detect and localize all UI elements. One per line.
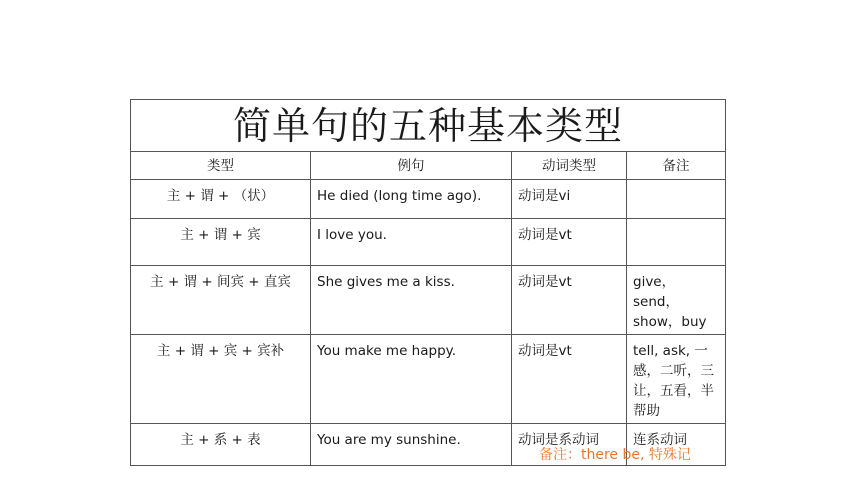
footnote: 备注：there be, 特殊记 xyxy=(539,447,691,463)
header-type: 类型 xyxy=(131,152,311,180)
table-row xyxy=(131,266,726,335)
cell-example: He died (long time ago). xyxy=(311,180,512,219)
cell-type: 主 + 谓 + （状） xyxy=(131,180,311,219)
cell-type: 主 + 谓 + 宾 + 宾补 xyxy=(131,335,311,424)
table-row xyxy=(131,180,726,219)
cell-verb-type: 动词是系动词 xyxy=(512,424,627,466)
cell-example: You are my sunshine. xyxy=(311,424,512,466)
cell-example: I love you. xyxy=(311,219,512,266)
cell-example: She gives me a kiss. xyxy=(311,266,512,335)
cell-verb-type: 动词是vt xyxy=(512,219,627,266)
grammar-table-container xyxy=(130,99,725,466)
header-example: 例句 xyxy=(311,152,512,180)
header-note: 备注 xyxy=(627,152,726,180)
header-verb-type: 动词类型 xyxy=(512,152,627,180)
cell-note: 连系动词 xyxy=(627,424,726,466)
table-row xyxy=(131,219,726,266)
cell-type: 主 + 系 + 表 xyxy=(131,424,311,466)
sentence-types-table xyxy=(130,99,726,466)
cell-note: tell, ask, 一感，二听，三让，五看，半帮助 xyxy=(627,335,726,424)
cell-verb-type: 动词是vt xyxy=(512,266,627,335)
table-title: 简单句的五种基本类型 xyxy=(131,100,726,152)
cell-type: 主 + 谓 + 间宾 + 直宾 xyxy=(131,266,311,335)
cell-verb-type: 动词是vt xyxy=(512,335,627,424)
cell-note: give，send，show，buy xyxy=(627,266,726,335)
cell-note xyxy=(627,180,726,219)
table-row xyxy=(131,335,726,424)
cell-example: You make me happy. xyxy=(311,335,512,424)
cell-type: 主 + 谓 + 宾 xyxy=(131,219,311,266)
cell-verb-type: 动词是vi xyxy=(512,180,627,219)
cell-note xyxy=(627,219,726,266)
